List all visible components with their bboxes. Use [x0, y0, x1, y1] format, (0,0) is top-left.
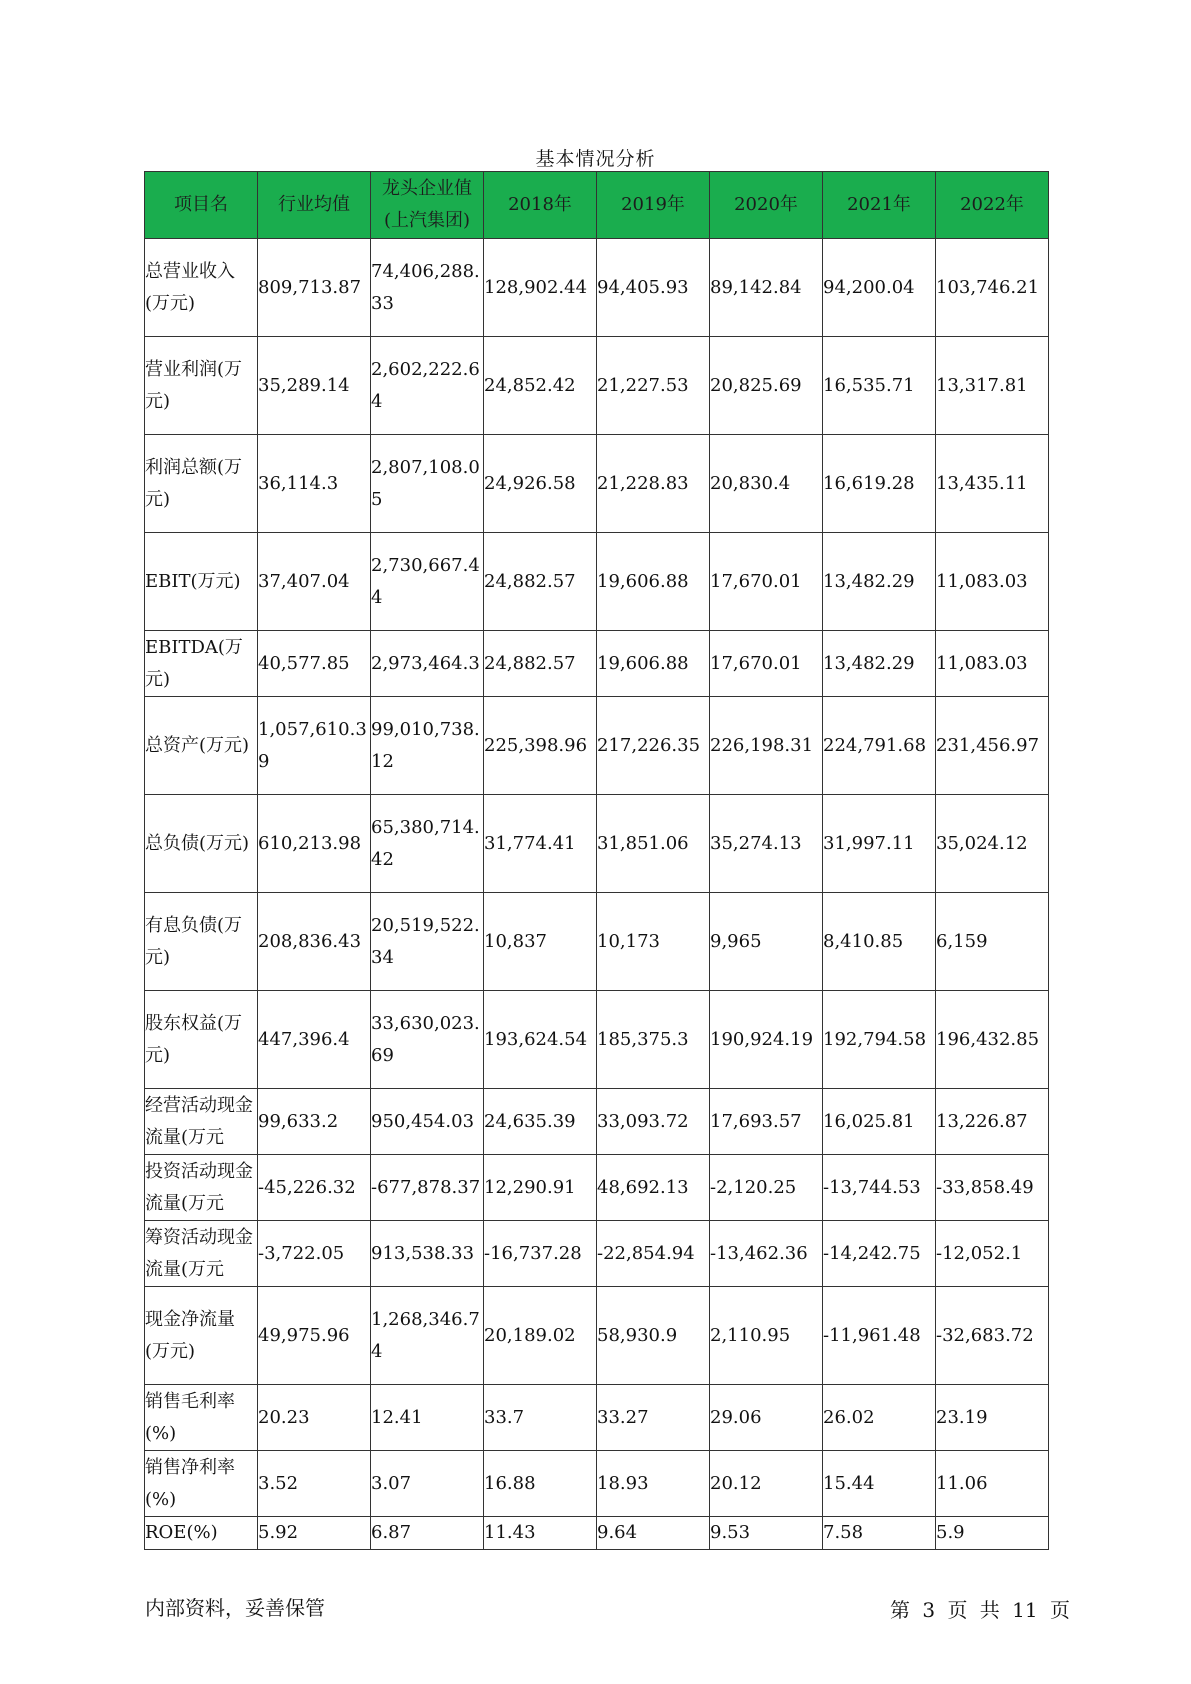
value-cell: 208,836.43 — [258, 893, 371, 991]
value-cell: 2,973,464.3 — [371, 631, 484, 697]
row-name-cell: 总负债(万元) — [145, 795, 258, 893]
value-cell: 35,289.14 — [258, 337, 371, 435]
row-name-cell: 有息负债(万元) — [145, 893, 258, 991]
value-cell: 13,226.87 — [936, 1089, 1049, 1155]
value-cell: 193,624.54 — [484, 991, 597, 1089]
value-cell: 8,410.85 — [823, 893, 936, 991]
value-cell: 1,268,346.74 — [371, 1287, 484, 1385]
value-cell: -11,961.48 — [823, 1287, 936, 1385]
table-row — [145, 1155, 1049, 1221]
value-cell: 2,602,222.64 — [371, 337, 484, 435]
value-cell: 231,456.97 — [936, 697, 1049, 795]
value-cell: 9.53 — [710, 1517, 823, 1550]
value-cell: 225,398.96 — [484, 697, 597, 795]
value-cell: -22,854.94 — [597, 1221, 710, 1287]
value-cell: 9.64 — [597, 1517, 710, 1550]
table-row — [145, 533, 1049, 631]
value-cell: 94,405.93 — [597, 239, 710, 337]
value-cell: -13,744.53 — [823, 1155, 936, 1221]
table-row — [145, 1451, 1049, 1517]
value-cell: 192,794.58 — [823, 991, 936, 1089]
header-cell: 项目名 — [145, 172, 258, 239]
value-cell: -13,462.36 — [710, 1221, 823, 1287]
value-cell: 2,807,108.05 — [371, 435, 484, 533]
value-cell: -16,737.28 — [484, 1221, 597, 1287]
header-cell: 2020年 — [710, 172, 823, 239]
value-cell: 29.06 — [710, 1385, 823, 1451]
footer-page-number: 第 3 页 共 11 页 — [890, 1598, 1070, 1622]
value-cell: 5.9 — [936, 1517, 1049, 1550]
value-cell: 12,290.91 — [484, 1155, 597, 1221]
value-cell: 37,407.04 — [258, 533, 371, 631]
value-cell: 2,110.95 — [710, 1287, 823, 1385]
value-cell: 24,926.58 — [484, 435, 597, 533]
value-cell: 33,093.72 — [597, 1089, 710, 1155]
value-cell: 7.58 — [823, 1517, 936, 1550]
value-cell: 950,454.03 — [371, 1089, 484, 1155]
value-cell: 20.23 — [258, 1385, 371, 1451]
value-cell: 89,142.84 — [710, 239, 823, 337]
value-cell: 17,693.57 — [710, 1089, 823, 1155]
value-cell: -12,052.1 — [936, 1221, 1049, 1287]
row-name-cell: 股东权益(万元) — [145, 991, 258, 1089]
value-cell: 9,965 — [710, 893, 823, 991]
value-cell: -2,120.25 — [710, 1155, 823, 1221]
value-cell: -45,226.32 — [258, 1155, 371, 1221]
value-cell: 6,159 — [936, 893, 1049, 991]
value-cell: 20,189.02 — [484, 1287, 597, 1385]
value-cell: 5.92 — [258, 1517, 371, 1550]
value-cell: 12.41 — [371, 1385, 484, 1451]
value-cell: 33.7 — [484, 1385, 597, 1451]
value-cell: 49,975.96 — [258, 1287, 371, 1385]
value-cell: 10,173 — [597, 893, 710, 991]
value-cell: 226,198.31 — [710, 697, 823, 795]
value-cell: 809,713.87 — [258, 239, 371, 337]
table-row — [145, 795, 1049, 893]
value-cell: 11.43 — [484, 1517, 597, 1550]
value-cell: 196,432.85 — [936, 991, 1049, 1089]
value-cell: 74,406,288.33 — [371, 239, 484, 337]
value-cell: 13,482.29 — [823, 533, 936, 631]
row-name-cell: ROE(%) — [145, 1517, 258, 1550]
value-cell: 26.02 — [823, 1385, 936, 1451]
value-cell: 224,791.68 — [823, 697, 936, 795]
value-cell: 16,619.28 — [823, 435, 936, 533]
table-row — [145, 435, 1049, 533]
value-cell: 16,025.81 — [823, 1089, 936, 1155]
value-cell: 11,083.03 — [936, 631, 1049, 697]
value-cell: 21,227.53 — [597, 337, 710, 435]
table-row — [145, 991, 1049, 1089]
row-name-cell: 现金净流量(万元) — [145, 1287, 258, 1385]
header-cell: 2018年 — [484, 172, 597, 239]
value-cell: -33,858.49 — [936, 1155, 1049, 1221]
value-cell: 190,924.19 — [710, 991, 823, 1089]
value-cell: 16,535.71 — [823, 337, 936, 435]
value-cell: -677,878.37 — [371, 1155, 484, 1221]
value-cell: 58,930.9 — [597, 1287, 710, 1385]
value-cell: 13,482.29 — [823, 631, 936, 697]
value-cell: 31,851.06 — [597, 795, 710, 893]
value-cell: 23.19 — [936, 1385, 1049, 1451]
value-cell: 48,692.13 — [597, 1155, 710, 1221]
value-cell: 13,435.11 — [936, 435, 1049, 533]
row-name-cell: EBIT(万元) — [145, 533, 258, 631]
table-row — [145, 893, 1049, 991]
table-row — [145, 239, 1049, 337]
value-cell: 19,606.88 — [597, 533, 710, 631]
value-cell: 35,274.13 — [710, 795, 823, 893]
value-cell: 36,114.3 — [258, 435, 371, 533]
value-cell: 11,083.03 — [936, 533, 1049, 631]
value-cell: 35,024.12 — [936, 795, 1049, 893]
header-row — [145, 172, 1049, 239]
value-cell: 33,630,023.69 — [371, 991, 484, 1089]
value-cell: 10,837 — [484, 893, 597, 991]
value-cell: 21,228.83 — [597, 435, 710, 533]
row-name-cell: EBITDA(万元) — [145, 631, 258, 697]
table-row — [145, 337, 1049, 435]
value-cell: 217,226.35 — [597, 697, 710, 795]
value-cell: -3,722.05 — [258, 1221, 371, 1287]
value-cell: -14,242.75 — [823, 1221, 936, 1287]
row-name-cell: 利润总额(万元) — [145, 435, 258, 533]
row-name-cell: 筹资活动现金流量(万元 — [145, 1221, 258, 1287]
value-cell: 24,852.42 — [484, 337, 597, 435]
value-cell: 447,396.4 — [258, 991, 371, 1089]
row-name-cell: 投资活动现金流量(万元 — [145, 1155, 258, 1221]
row-name-cell: 营业利润(万元) — [145, 337, 258, 435]
value-cell: 18.93 — [597, 1451, 710, 1517]
value-cell: 1,057,610.39 — [258, 697, 371, 795]
value-cell: 33.27 — [597, 1385, 710, 1451]
value-cell: 31,774.41 — [484, 795, 597, 893]
value-cell: 24,882.57 — [484, 631, 597, 697]
value-cell: 20,519,522.34 — [371, 893, 484, 991]
table-row — [145, 697, 1049, 795]
table-row — [145, 1385, 1049, 1451]
value-cell: 99,010,738.12 — [371, 697, 484, 795]
value-cell: 94,200.04 — [823, 239, 936, 337]
header-cell: 2021年 — [823, 172, 936, 239]
header-cell: 2019年 — [597, 172, 710, 239]
value-cell: 185,375.3 — [597, 991, 710, 1089]
value-cell: 24,882.57 — [484, 533, 597, 631]
row-name-cell: 经营活动现金流量(万元 — [145, 1089, 258, 1155]
value-cell: 99,633.2 — [258, 1089, 371, 1155]
table-row — [145, 1287, 1049, 1385]
value-cell: 16.88 — [484, 1451, 597, 1517]
header-cell: 行业均值 — [258, 172, 371, 239]
row-name-cell: 总营业收入(万元) — [145, 239, 258, 337]
value-cell: 65,380,714.42 — [371, 795, 484, 893]
value-cell: 103,746.21 — [936, 239, 1049, 337]
value-cell: 128,902.44 — [484, 239, 597, 337]
table-row — [145, 1089, 1049, 1155]
value-cell: 15.44 — [823, 1451, 936, 1517]
value-cell: 40,577.85 — [258, 631, 371, 697]
analysis-table — [144, 171, 1049, 1550]
value-cell: 24,635.39 — [484, 1089, 597, 1155]
page-title: 基本情况分析 — [535, 148, 656, 170]
value-cell: 3.07 — [371, 1451, 484, 1517]
footer-confidential-note: 内部资料，妥善保管 — [145, 1596, 325, 1620]
value-cell: 11.06 — [936, 1451, 1049, 1517]
value-cell: 17,670.01 — [710, 631, 823, 697]
table-row — [145, 1517, 1049, 1550]
value-cell: 17,670.01 — [710, 533, 823, 631]
value-cell: 6.87 — [371, 1517, 484, 1550]
value-cell: 3.52 — [258, 1451, 371, 1517]
table-row — [145, 631, 1049, 697]
row-name-cell: 总资产(万元) — [145, 697, 258, 795]
value-cell: 610,213.98 — [258, 795, 371, 893]
table-row — [145, 1221, 1049, 1287]
value-cell: 19,606.88 — [597, 631, 710, 697]
header-cell: 龙头企业值(上汽集团) — [371, 172, 484, 239]
value-cell: 20,830.4 — [710, 435, 823, 533]
value-cell: 913,538.33 — [371, 1221, 484, 1287]
value-cell: 2,730,667.44 — [371, 533, 484, 631]
row-name-cell: 销售毛利率(%) — [145, 1385, 258, 1451]
value-cell: -32,683.72 — [936, 1287, 1049, 1385]
header-cell: 2022年 — [936, 172, 1049, 239]
value-cell: 20,825.69 — [710, 337, 823, 435]
row-name-cell: 销售净利率(%) — [145, 1451, 258, 1517]
value-cell: 31,997.11 — [823, 795, 936, 893]
value-cell: 20.12 — [710, 1451, 823, 1517]
value-cell: 13,317.81 — [936, 337, 1049, 435]
